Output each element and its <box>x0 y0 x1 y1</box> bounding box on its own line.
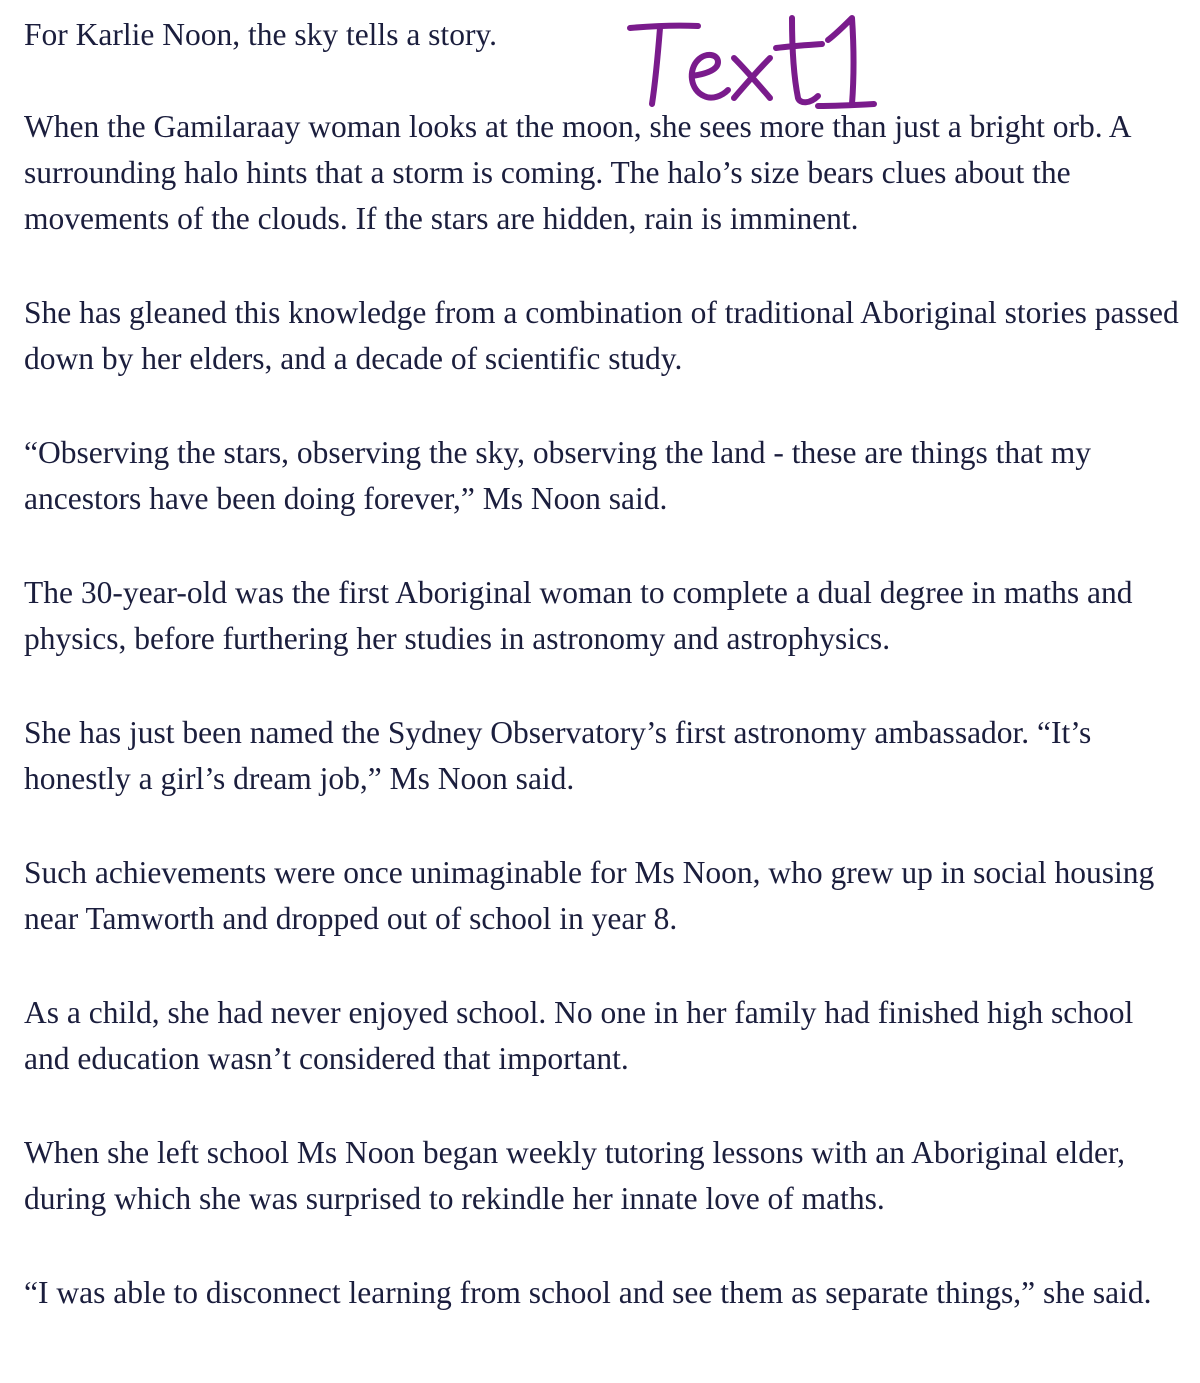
article-paragraph-1: For Karlie Noon, the sky tells a story. <box>24 17 498 52</box>
article-paragraph-10: “I was able to disconnect learning from school and see them as separate things,” she said. <box>24 1275 1152 1310</box>
article-paragraph-5: The 30-year-old was the first Aboriginal woman to complete a dual degree in maths and physics, before furthering her studies in astronomy and astrophysics. <box>24 575 1133 656</box>
article-paragraph-6: She has just been named the Sydney Observatory’s first astronomy ambassador. “It’s honestly a girl’s dream job,” Ms Noon said. <box>24 715 1092 796</box>
article-paragraph-7: Such achievements were once unimaginable for Ms Noon, who grew up in social housing near Tamworth and dropped out of school in year 8. <box>24 855 1155 936</box>
article-paragraph-2: When the Gamilaraay woman looks at the moon, she sees more than just a bright orb. A surrounding halo hints that a storm is coming. The halo’s size bears clues about the movements of the clouds. If the stars are hidden, rain is imminent. <box>24 109 1130 236</box>
article-paragraph-3: She has gleaned this knowledge from a combination of traditional Aboriginal stories passed down by her elders, and a decade of scientific study. <box>24 295 1179 376</box>
article-body <box>24 12 1184 1364</box>
handwritten-annotation <box>622 8 882 118</box>
article-paragraph-8: As a child, she had never enjoyed school. No one in her family had finished high school and education wasn’t considered that important. <box>24 995 1134 1076</box>
article-paragraph-4: “Observing the stars, observing the sky, observing the land - these are things that my ancestors have been doing forever,” Ms Noon said. <box>24 435 1091 516</box>
article-paragraph-9: When she left school Ms Noon began weekly tutoring lessons with an Aboriginal elder, during which she was surprised to rekindle her innate love of maths. <box>24 1135 1126 1216</box>
